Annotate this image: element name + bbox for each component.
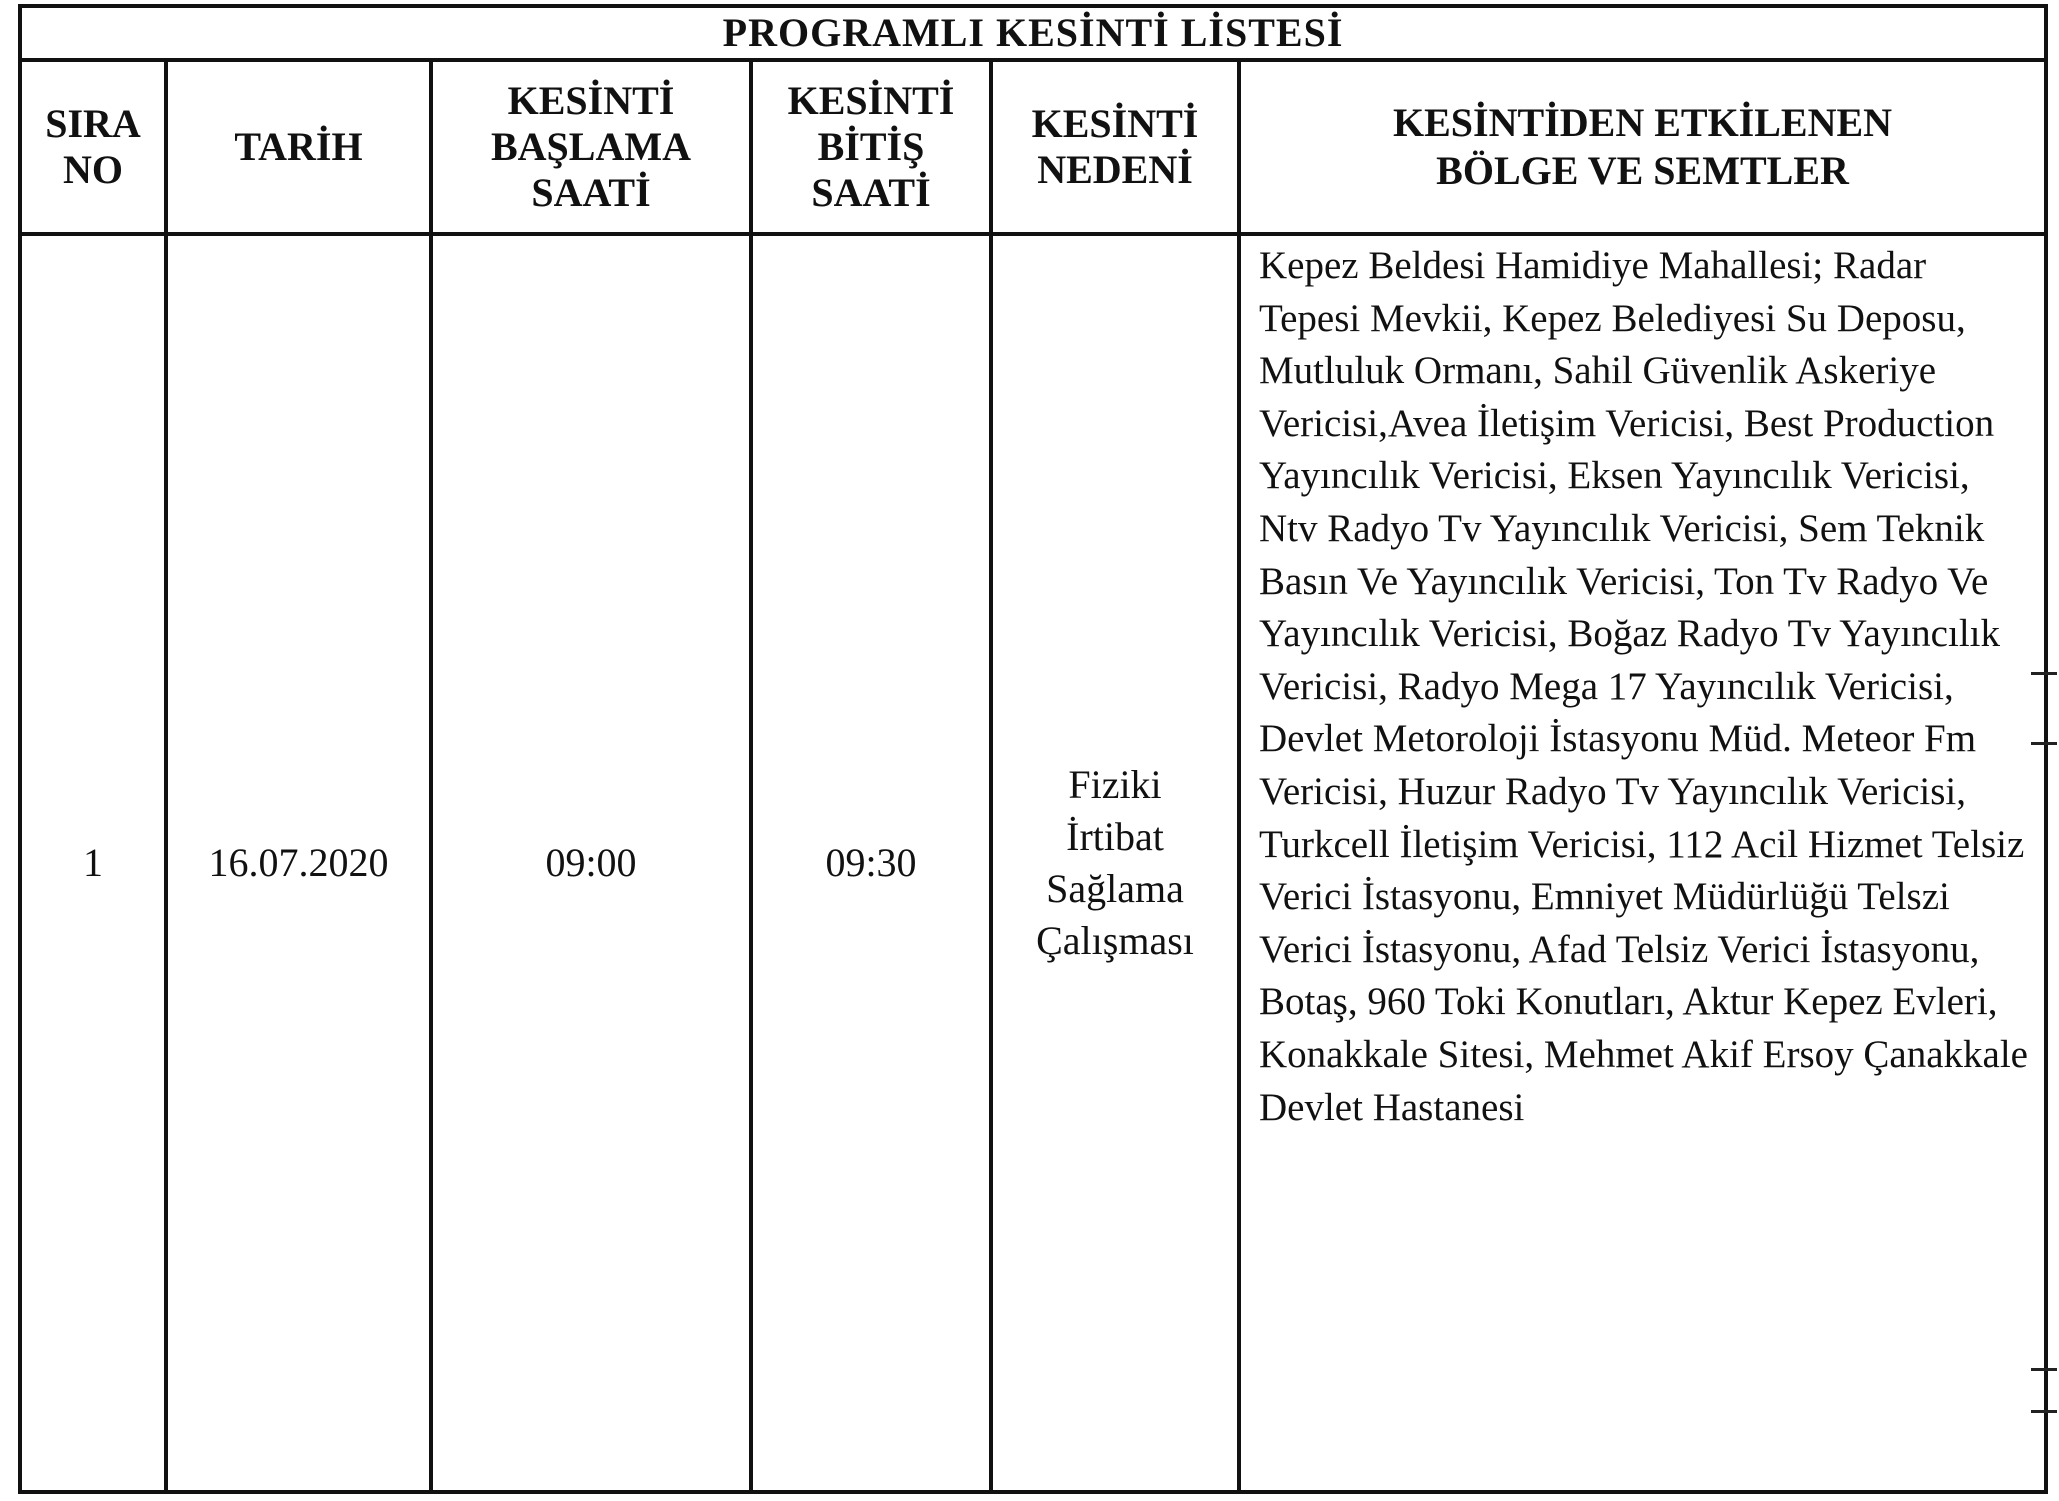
row-affected-areas: Kepez Beldesi Hamidiye Mahallesi; Radar Tepesi Mevkii, Kepez Belediyesi Su Deposu, Mutluluk Ormanı, Sahil Güvenlik Askeriye Vericisi,Avea İletişim Vericisi, Best Production Yayıncılık Vericisi, Eksen Yayıncılık Vericisi, Ntv Radyo Tv Yayıncılık Vericisi, Sem Teknik Basın Ve Yayıncılık Vericisi, Ton Tv Radyo Ve Yayıncılık Vericisi, Boğaz Radyo Tv Yayıncılık Vericisi, Radyo Mega 17 Yayıncılık Vericisi, Devlet Metoroloji İstasyonu Müd. Meteor Fm Vericisi, Huzur Radyo Tv Yayıncılık Vericisi, Turkcell İletişim Vericisi, 112 Acil Hizmet Telsiz Verici İstasyonu, Emniyet Müdürlüğü Telszi Verici İstasyonu, Afad Telsiz Verici İstasyonu, Botaş, 960 Toki Konutları, Aktur Kepez Evleri, Konakkale Sitesi, Mehmet Akif Ersoy Çanakkale Devlet Hastanesi [1239,234,2046,1492]
column-header-tarih: TARİH [166,60,431,234]
row-reason: Fiziki İrtibat Sağlama Çalışması [991,234,1239,1492]
row-start-time: 09:00 [431,234,751,1492]
title-row [20,6,2046,60]
row-date: 16.07.2020 [166,234,431,1492]
margin-mark [2031,672,2057,675]
row-end-time: 09:30 [751,234,991,1492]
table-row [20,234,2046,1492]
column-header-kesinti-nedeni: KESİNTİ NEDENİ [991,60,1239,234]
column-header-etkilenen-bolgeler: KESİNTİDEN ETKİLENEN BÖLGE VE SEMTLER [1239,60,2046,234]
margin-mark [2031,1368,2057,1371]
column-header-baslama-saati: KESİNTİ BAŞLAMA SAATİ [431,60,751,234]
margin-mark [2031,1410,2057,1413]
column-header-bitis-saati: KESİNTİ BİTİŞ SAATİ [751,60,991,234]
outage-table [18,4,2048,1494]
column-header-sira-no: SIRA NO [20,60,166,234]
header-row [20,60,2046,234]
outage-list-document [18,4,2044,1494]
row-sira-no: 1 [20,234,166,1492]
table-title: PROGRAMLI KESİNTİ LİSTESİ [20,6,2046,60]
margin-mark [2031,742,2057,745]
